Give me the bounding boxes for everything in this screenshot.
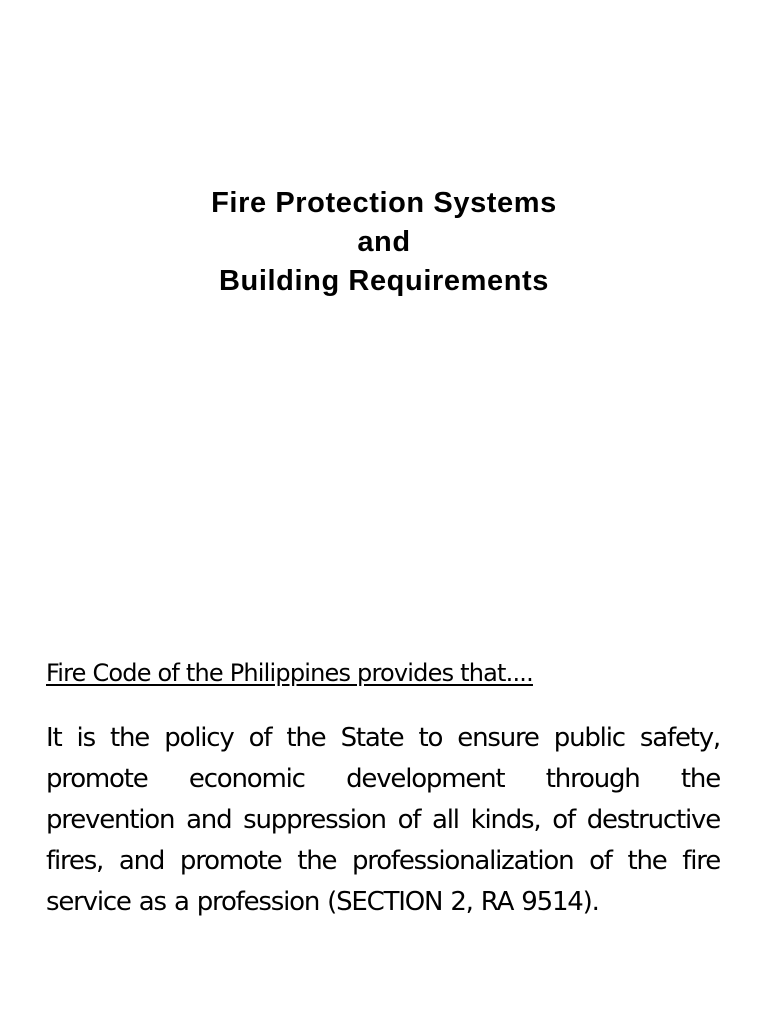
section-subheading: Fire Code of the Philippines provides that.... xyxy=(46,659,533,687)
policy-paragraph: It is the policy of the State to ensure public safety, promote economic development through the prevention and suppression of all kinds, of destructive fires, and promote the professionalization of the fire service as a profession (SECTION 2, RA 9514). xyxy=(46,723,720,917)
title-line-2: and xyxy=(357,226,411,258)
title-line-1: Fire Protection Systems xyxy=(211,187,557,219)
title-line-3: Building Requirements xyxy=(218,265,549,297)
slide-title xyxy=(0,184,768,301)
